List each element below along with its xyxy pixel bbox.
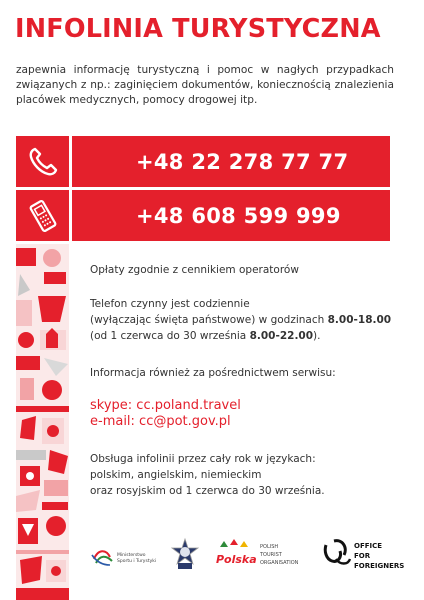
charges-note: Opłaty zgodnie z cennikiem operatorów (90, 264, 299, 276)
decorative-mosaic-strip (16, 244, 69, 600)
svg-text:FOREIGNERS: FOREIGNERS (354, 562, 405, 570)
phone-row-landline[interactable] (16, 136, 390, 187)
pot-logo (258, 539, 318, 577)
polska-logo (212, 537, 256, 577)
phone-number-landline[interactable]: +48 22 278 77 77 (72, 136, 390, 187)
skype-link[interactable]: skype: cc.poland.travel (90, 398, 241, 413)
mobile-phone-icon (16, 190, 69, 241)
office-for-foreigners-logo (322, 537, 406, 579)
svg-text:Polska: Polska (216, 553, 256, 566)
phone-number-mobile[interactable]: +48 608 599 999 (72, 190, 390, 241)
svg-text:POLISH: POLISH (260, 544, 279, 550)
police-badge-logo (170, 537, 200, 577)
phone-row-mobile[interactable] (16, 190, 390, 241)
ministry-logo (90, 543, 166, 577)
landline-phone-icon (16, 136, 69, 187)
svg-text:OFFICE: OFFICE (354, 542, 383, 550)
partner-logos (90, 535, 420, 585)
service-info: Informacja również za pośrednictwem serwisu: (90, 367, 336, 379)
svg-text:FOR: FOR (354, 552, 371, 560)
hours-info: Telefon czynny jest codziennie (wyłączając święta państwowe) w godzinach 8.00-18.00 (od 1 czerwca do 30 września 8.00-22.00). (90, 298, 392, 342)
intro-text: zapewnia informację turystyczną i pomoc w nagłych przypadkach związanych z np.: zaginięciem dokumentów, koniecznością znalezienia placówek medycznych, pomocy drogowej itp. (16, 64, 394, 106)
page-title: INFOLINIA TURYSTYCZNA (15, 14, 381, 44)
email-link[interactable]: e-mail: cc@pot.gov.pl (90, 414, 231, 429)
svg-text:Ministerstwo: Ministerstwo (117, 553, 146, 558)
svg-text:TOURIST: TOURIST (260, 552, 282, 558)
svg-text:ORGANISATION: ORGANISATION (260, 560, 299, 566)
languages-info: Obsługa infolinii przez cały rok w językach: polskim, angielskim, niemieckim oraz rosyjskim od 1 czerwca do 30 września. (90, 453, 325, 497)
contact-block (90, 398, 241, 430)
svg-text:Sportu i Turystyki: Sportu i Turystyki (117, 559, 157, 564)
